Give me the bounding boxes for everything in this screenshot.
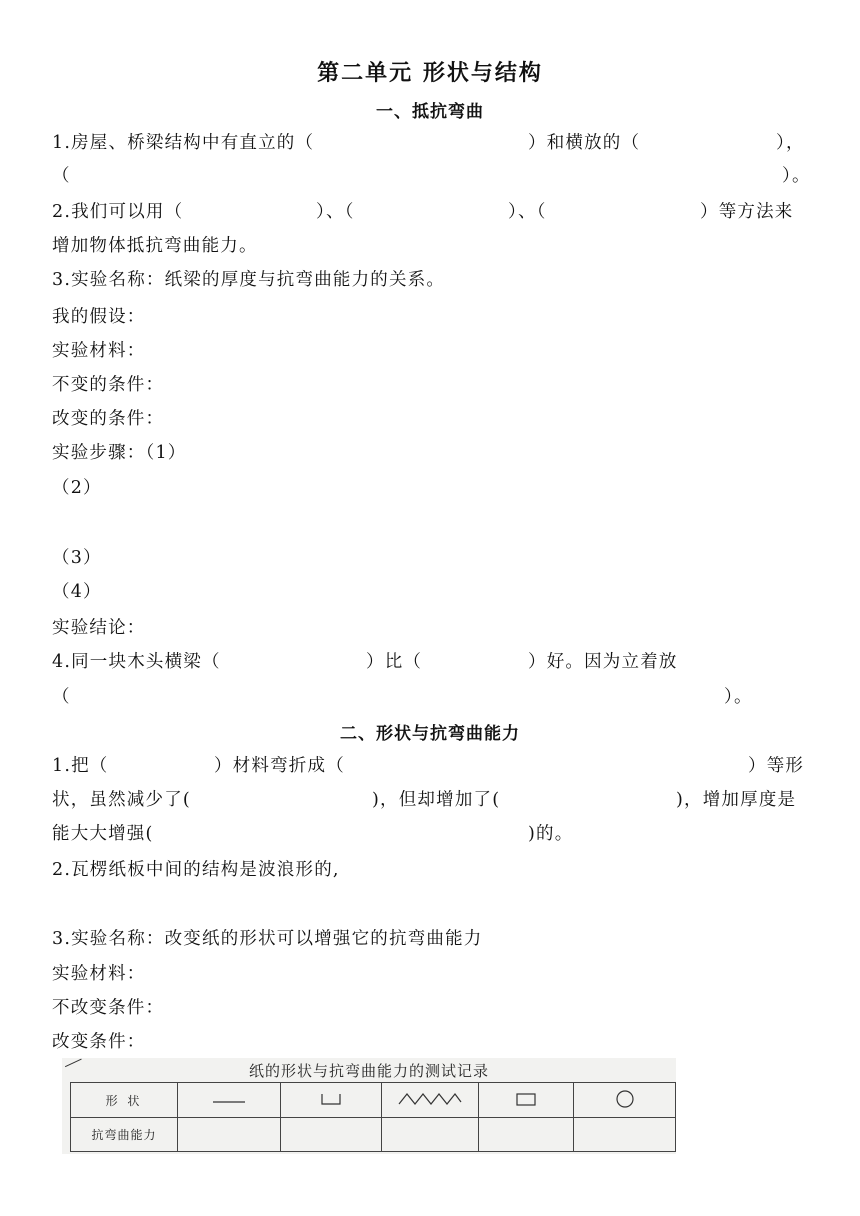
s2-question-1-part-d: 状，虽然减少了( — [52, 790, 191, 810]
shape-test-record-table — [62, 1058, 676, 1154]
table-title: 纸的形状与抗弯曲能力的测试记录 — [248, 1062, 489, 1080]
circle-icon — [613, 1089, 637, 1109]
question-1-part-b: ）和横放的（ — [528, 133, 641, 153]
result-cell — [574, 1118, 676, 1152]
question-4-part-b: ）比（ — [366, 652, 423, 672]
constant-condition-label: 不变的条件： — [52, 375, 165, 395]
zigzag-icon — [397, 1091, 463, 1107]
s2-question-1-part-a: 1.把（ — [52, 756, 109, 776]
result-cell — [178, 1118, 281, 1152]
materials-label: 实验材料： — [52, 341, 146, 361]
question-1-part-d: （ — [52, 166, 71, 186]
variable-condition-label: 改变的条件： — [52, 409, 165, 429]
s2-constant-label: 不改变条件： — [52, 998, 165, 1018]
shape-cell-circle — [574, 1083, 676, 1118]
s2-question-3: 3.实验名称：改变纸的形状可以增强它的抗弯曲能力 — [52, 929, 483, 949]
question-4-part-e: ）。 — [724, 687, 753, 707]
section-heading-2: 二、形状与抗弯曲能力 — [340, 724, 520, 744]
result-cell — [382, 1118, 479, 1152]
page-title: 第二单元 形状与结构 — [317, 61, 543, 86]
s2-question-1-part-c: ）等形 — [748, 756, 805, 776]
section-heading-1: 一、抵抗弯曲 — [376, 102, 484, 122]
u-channel-icon — [316, 1091, 346, 1107]
s2-question-1-part-g: 能大大增强( — [52, 824, 154, 844]
question-4-part-d: （ — [52, 687, 71, 707]
steps-label: 实验步骤：（1） — [52, 443, 187, 463]
result-cell — [281, 1118, 382, 1152]
question-1-part-e: ）。 — [782, 166, 811, 186]
step-3-label: （3） — [52, 548, 102, 568]
row-label-bending-ability: 抗弯曲能力 — [71, 1118, 178, 1152]
question-4-part-c: ）好。因为立着放 — [528, 652, 678, 672]
shape-cell-u — [281, 1083, 382, 1118]
step-4-label: （4） — [52, 582, 102, 602]
square-icon — [514, 1091, 538, 1107]
flat-line-icon — [209, 1092, 249, 1106]
s2-materials-label: 实验材料： — [52, 964, 146, 984]
s2-question-1-part-e: )，但却增加了( — [372, 790, 501, 810]
shape-cell-flat — [178, 1083, 281, 1118]
shape-cell-square — [479, 1083, 574, 1118]
s2-question-1-part-b: ）材料弯折成（ — [214, 756, 345, 776]
question-2-part-a: 2.我们可以用（ — [52, 202, 184, 222]
question-1-part-a: 1.房屋、桥梁结构中有直立的（ — [52, 133, 315, 153]
hypothesis-label: 我的假设： — [52, 307, 146, 327]
row-label-shape: 形 状 — [71, 1083, 178, 1118]
question-2-part-c: ）、（ — [508, 202, 547, 222]
question-4-part-a: 4.同一块木头横梁（ — [52, 652, 221, 672]
question-2-part-e: 增加物体抵抗弯曲能力。 — [52, 236, 258, 256]
question-1-part-c: ）， — [776, 133, 805, 153]
s2-question-1-part-h: )的。 — [528, 824, 574, 844]
question-2-part-b: ）、（ — [316, 202, 355, 222]
question-3: 3.实验名称：纸梁的厚度与抗弯曲能力的关系。 — [52, 270, 446, 290]
record-grid — [70, 1082, 676, 1152]
shape-cell-zigzag — [382, 1083, 479, 1118]
result-cell — [479, 1118, 574, 1152]
s2-variable-label: 改变条件： — [52, 1032, 146, 1052]
s2-question-1-part-f: )，增加厚度是 — [676, 790, 797, 810]
step-2-label: （2） — [52, 478, 102, 498]
question-2-part-d: ）等方法来 — [700, 202, 794, 222]
conclusion-label: 实验结论： — [52, 618, 146, 638]
s2-question-2: 2.瓦楞纸板中间的结构是波浪形的, — [52, 860, 340, 880]
